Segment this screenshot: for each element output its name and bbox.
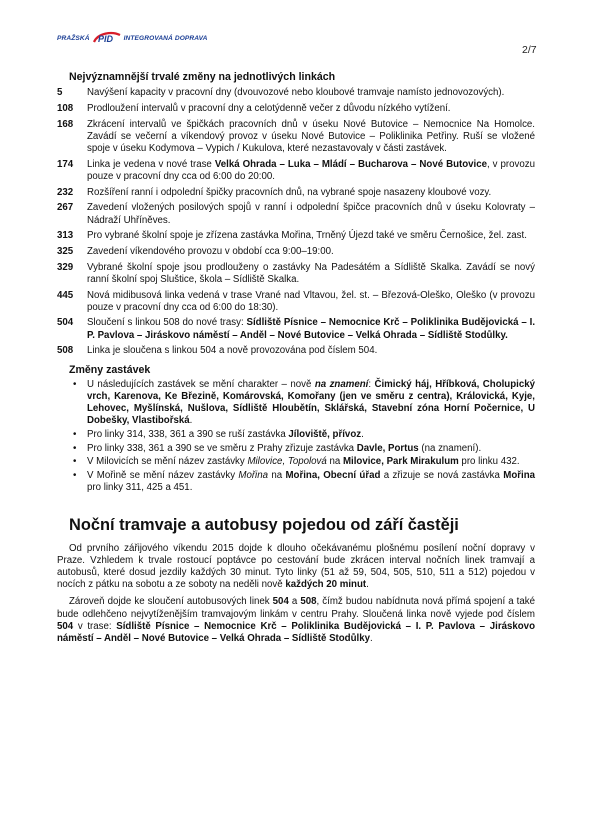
text-run: :	[368, 378, 375, 390]
new-stop-name: Mořina	[503, 470, 536, 482]
stop-name-bold: Jíloviště, přívoz	[288, 429, 362, 441]
line-number-bold: 504	[57, 620, 74, 632]
line-entry-325	[57, 246, 535, 258]
stops-bold: Čimický háj, Hříbková, Cholupický vrch, Karenova, Ke Březině, Komárovská, Komořany (jen ve směru z centra), Královická, Kyje, Lehovec, Myšlínská, Nušlova, Sídliště Hloubětín, Sklářská, Stavební zóna Horní Počernice, U Dobešky, Vlastibořská	[87, 378, 536, 427]
logo-text-right: INTEGROVANÁ DOPRAVA	[123, 34, 208, 42]
interval-bold: každých 20 minut	[285, 579, 367, 591]
line-description: Zkrácení intervalů ve špičkách pracovních dnů v úseku Nové Butovice – Nemocnice Na Homolce. Zavádí se večerní a víkendový provoz v úseku Nové Butovice – Poliklinika Petřiny. Ruší se vložené spoje v úseku Kodymova – Vypich / Kukulova, které nezastavovaly v části zastávek.	[87, 118, 535, 155]
new-stop-name: Milovice, Park Mirakulum	[342, 456, 459, 468]
line-description: Prodloužení intervalů v pracovní dny a celotýdenně večer z důvodu nízkého vytížení.	[87, 102, 451, 114]
list-item	[87, 379, 535, 428]
document-body	[57, 71, 535, 650]
line-entry-508	[57, 345, 535, 357]
line-description: Zavedení vložených posilových spojů v ranní i odpolední špičce pracovních dnů v úseku Kolovraty – Nádraží Uhříněves.	[87, 202, 535, 226]
line-number: 508	[57, 345, 74, 357]
stop-changes-list	[57, 379, 535, 495]
new-stop-name: Mořina, Obecní úřad	[285, 470, 381, 482]
old-stop-name: Mořina	[238, 470, 268, 482]
line-entry-445	[57, 290, 535, 314]
pid-logo	[57, 31, 208, 45]
line-description: Navýšení kapacity v pracovní dny (dvouvozové nebo kloubové tramvaje namísto jednovozových).	[87, 87, 505, 99]
route-bold: Sídliště Písnice – Nemocnice Krč – Poliklinika Budějovická – I. P. Pavlova – Jiráskovo náměstí – Anděl – Nové Butovice – Velká Ohrada – Sídliště Stodůlky.	[87, 317, 536, 341]
text-run: .	[366, 579, 369, 591]
section-title-night-transport: Noční tramvaje a autobusy pojedou od září častěji	[69, 515, 459, 534]
pid-logo-icon	[92, 31, 122, 45]
text-run: .	[361, 429, 364, 441]
line-number: 108	[57, 102, 74, 114]
text-run: a	[288, 596, 301, 608]
text-run: (na znamení).	[418, 442, 482, 454]
section-title-line-changes: Nejvýznamnější trvalé změny na jednotlivých linkách	[69, 71, 336, 83]
line-description: Pro vybrané školní spoje je zřízena zastávka Mořina, Trněný Újezd také ve směru Černošice, žel. zast.	[87, 230, 527, 242]
line-description: Linka je sloučena s linkou 504 a nově provozována pod číslem 504.	[87, 345, 378, 357]
line-number: 313	[57, 230, 74, 242]
text-run: a zřizuje se nová zastávka	[380, 470, 504, 482]
svg-text:PID: PID	[97, 34, 113, 44]
route-bold: Sídliště Písnice – Nemocnice Krč – Poliklinika Budějovická – I. P. Pavlova – Jiráskovo náměstí – Anděl – Nové Butovice – Velká Ohrada – Sídliště Stodůlky	[57, 620, 535, 645]
line-entry-232	[57, 187, 535, 199]
line-description: Nová midibusová linka vedená v trase Vrané nad Vltavou, žel. st. – Březová-Oleško, Oleško (v provozu pouze v pracovní dny cca od 6:00 do 18:30).	[87, 289, 535, 313]
line-number: 329	[57, 261, 74, 273]
text-run: Zároveň dojde ke sloučení autobusových linek	[69, 596, 273, 608]
text-run: pro linku 432.	[458, 456, 520, 468]
line-entry-504	[57, 317, 535, 341]
line-description	[87, 159, 535, 183]
text-run: pro linky 311, 425 a 451.	[87, 482, 193, 494]
italic-term: na znamení	[314, 378, 369, 390]
line-description: Rozšíření ranní i odpolední špičky pracovních dnů, na vybrané spoje nasazeny kloubové vozy.	[87, 186, 492, 198]
line-entry-108	[57, 103, 535, 115]
logo-text-left: PRAŽSKÁ	[57, 34, 90, 42]
line-entry-174	[57, 159, 535, 183]
line-entry-267	[57, 202, 535, 226]
text-run: v trase:	[73, 620, 117, 632]
section-title-stop-changes: Změny zastávek	[69, 363, 151, 376]
line-number: 445	[57, 289, 74, 301]
text-run: .	[369, 633, 373, 645]
list-item	[87, 429, 535, 441]
line-number: 232	[57, 186, 74, 198]
old-stop-name: Milovice, Topolová	[247, 456, 327, 468]
route-bold: Velká Ohrada – Luka – Mládí – Bucharova – Nové Butovice	[214, 158, 487, 170]
text-run: , čímž budou nabídnuta nová přímá spojení a také bude odlehčeno nejvytíženějším tramvajovým linkám v centru Prahy. Sloučená linka nově vyjede pod číslem	[57, 596, 535, 620]
line-number-bold: 508	[300, 596, 317, 608]
line-number: 267	[57, 202, 74, 214]
text-run: na	[326, 456, 343, 468]
line-description	[87, 317, 535, 341]
text-run: V Mořině se mění název zastávky	[87, 470, 239, 482]
line-entry-313	[57, 230, 535, 242]
text-run: U následujících zastávek se mění charakter – nově	[87, 378, 315, 390]
text-run: V Milovicích se mění název zastávky	[87, 456, 248, 468]
line-number: 174	[57, 158, 74, 170]
line-entry-168	[57, 119, 535, 156]
paragraph-night-1	[57, 543, 535, 592]
line-number: 5	[57, 87, 63, 99]
page-number: 2/7	[522, 44, 537, 56]
line-description: Zavedení víkendového provozu v období cca 9:00–19:00.	[87, 245, 334, 257]
line-number: 504	[57, 317, 74, 329]
list-item	[87, 443, 535, 455]
text-run: Od prvního zářijového víkendu 2015 dojde k dlouho očekávanému plošnému posílení noční dopravy v Praze. Vzhledem k trvale rostoucí poptávce po cestování bude zkrácen interval nočních linek tramvají a autobusů, které dosud jezdily každých 30 minut. Tyto linky (51 až 59, 504, 505, 510, 511 a 512) pojedou v nocích z pátku na sobotu a ze soboty na neděli nově	[57, 542, 535, 591]
text-run: Sloučení s linkou 508 do nové trasy:	[87, 317, 247, 329]
line-entry-329	[57, 262, 535, 286]
line-changes-list	[57, 87, 535, 357]
line-number: 168	[57, 118, 74, 130]
line-entry-5	[57, 87, 535, 99]
list-item	[87, 456, 535, 468]
line-number-bold: 504	[272, 596, 289, 608]
line-description: Vybrané školní spoje jsou prodlouženy o zastávky Na Padesátém a Sídliště Skalka. Zavádí se nový ranní školní spoj Sluštice, škola – Sídliště Skalka.	[87, 261, 535, 285]
text-run: , v provozu pouze v pracovní dny cca od 6:00 do 20:00.	[87, 158, 535, 182]
line-number: 325	[57, 245, 74, 257]
text-run: Linka je vedena v nové trase	[87, 158, 215, 170]
text-run: .	[189, 415, 193, 427]
text-run: na	[268, 470, 286, 482]
text-run: Pro linky 338, 361 a 390 se ve směru z Prahy zřizuje zastávka	[87, 442, 357, 454]
text-run: Pro linky 314, 338, 361 a 390 se ruší zastávka	[87, 429, 289, 441]
list-item	[87, 470, 535, 494]
stop-name-bold: Davle, Portus	[356, 442, 419, 454]
paragraph-night-2	[57, 596, 535, 645]
